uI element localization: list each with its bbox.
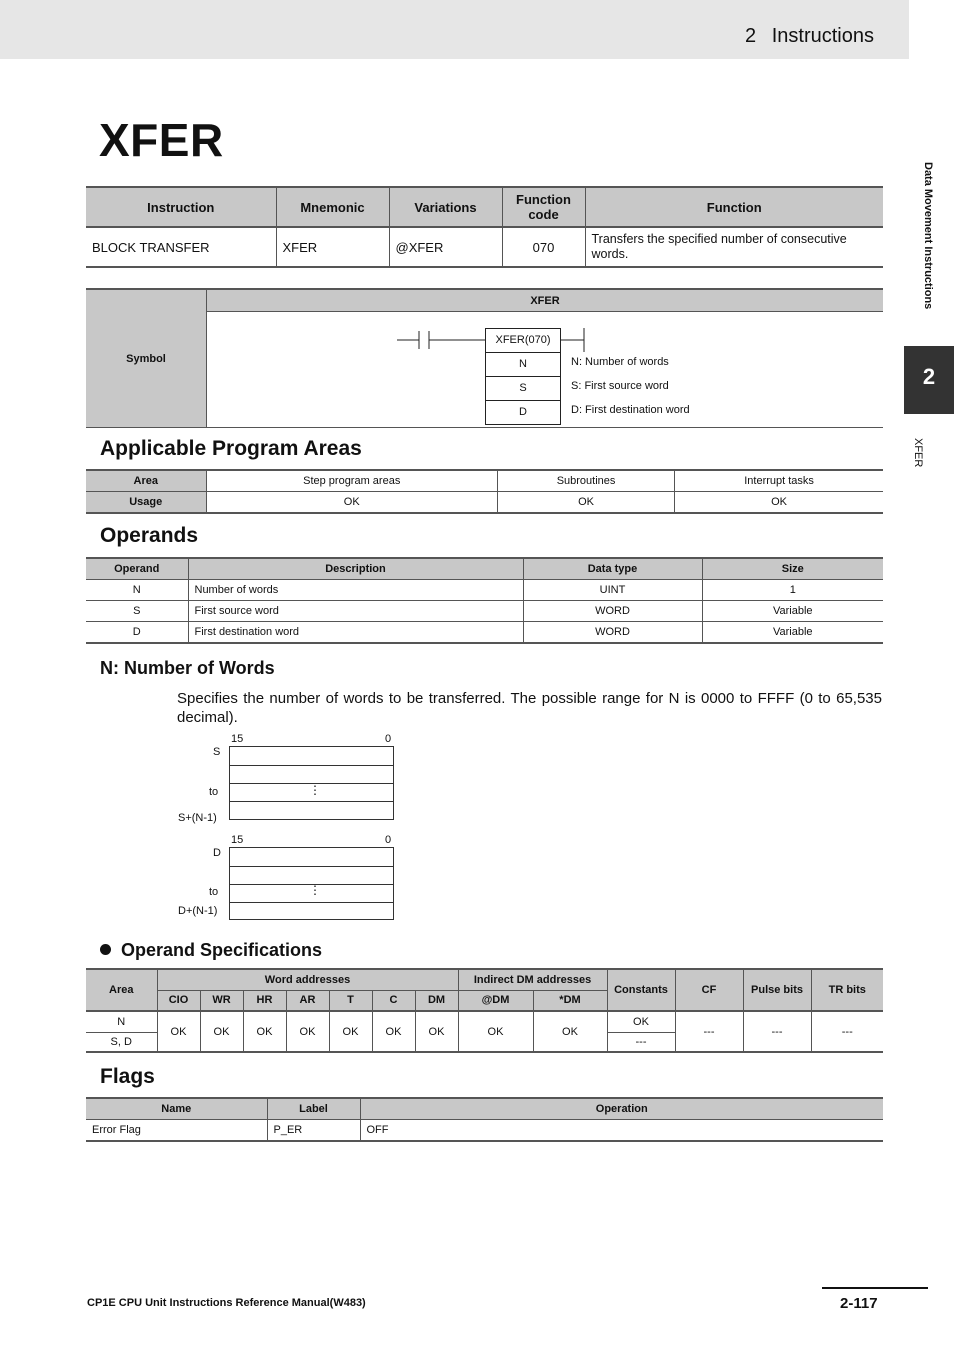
n-description: Specifies the number of words to be transferred. The possible range for N is 0000 to FFFF (0 to 65,535 decimal). (177, 690, 882, 726)
summary-header: Variations (389, 187, 502, 227)
table-row (86, 622, 883, 644)
areas-row-label: Area (86, 470, 206, 492)
operand-cell: WORD (523, 622, 702, 644)
spec-header-pulse: Pulse bits (743, 969, 811, 1011)
operand-cell: Variable (702, 622, 883, 644)
table-row (86, 227, 883, 267)
symbol-header: XFER (207, 289, 884, 312)
summary-cell: Transfers the specified number of consecutive words. (585, 227, 883, 267)
section-heading-flags: Flags (100, 1065, 155, 1088)
areas-usage: OK (497, 492, 674, 514)
bullet-icon (100, 944, 111, 955)
table-row (86, 1120, 883, 1142)
word-label-first: D (213, 847, 221, 859)
spec-value: OK (157, 1011, 200, 1052)
word-box (229, 765, 394, 784)
chapter-title: Instructions (771, 25, 874, 47)
operand-specifications-table (86, 968, 883, 1053)
bit-label-high: 15 (231, 834, 244, 846)
subsection-heading-specs (100, 940, 322, 961)
operand-cell: N (86, 580, 188, 601)
instruction-box-title: XFER(070) (495, 334, 551, 346)
operand-cell: 1 (702, 580, 883, 601)
summary-header: Function (585, 187, 883, 227)
word-box (229, 801, 394, 820)
operands-header: Data type (523, 558, 702, 580)
table-row (86, 580, 883, 601)
operand-cell: First destination word (188, 622, 523, 644)
areas-column: Step program areas (206, 470, 497, 492)
areas-usage: OK (675, 492, 883, 514)
operands-header: Operand (86, 558, 188, 580)
summary-cell: 070 (502, 227, 585, 267)
table-row (86, 1011, 883, 1032)
word-label-last: S+(N-1) (178, 812, 217, 824)
spec-subheader: CIO (157, 990, 200, 1011)
spec-constants: OK (607, 1011, 675, 1032)
side-instruction-label: XFER (912, 438, 924, 468)
spec-header-indirect: Indirect DM addresses (458, 969, 607, 990)
spec-header-word: Word addresses (157, 969, 458, 990)
word-box (229, 902, 394, 920)
word-label-last: D+(N-1) (178, 905, 218, 917)
operand-description: N: Number of words (571, 356, 669, 368)
spec-subheader: AR (286, 990, 329, 1011)
flag-cell: OFF (360, 1120, 883, 1142)
spec-header-tr: TR bits (811, 969, 883, 1011)
spec-header-cf: CF (675, 969, 743, 1011)
word-label-first: S (213, 746, 221, 758)
summary-cell: @XFER (389, 227, 502, 267)
operand-slot: N (519, 358, 527, 370)
operands-table (86, 557, 883, 644)
spec-header-area: Area (86, 969, 157, 1011)
operand-cell: Variable (702, 601, 883, 622)
spec-subheader: WR (200, 990, 243, 1011)
table-row (86, 492, 883, 514)
spec-subheader: C (372, 990, 415, 1011)
symbol-table (86, 288, 883, 428)
word-label-to: to (209, 886, 219, 898)
spec-value: OK (372, 1011, 415, 1052)
spec-subheader: DM (415, 990, 458, 1011)
summary-header: Instruction (86, 187, 276, 227)
bit-label-high: 15 (231, 733, 244, 745)
section-heading-areas: Applicable Program Areas (100, 437, 362, 460)
spec-subheader: HR (243, 990, 286, 1011)
footer-manual-title: CP1E CPU Unit Instructions Reference Manual(W483) (87, 1297, 366, 1309)
side-section-label: Data Movement Instructions (922, 162, 934, 310)
spec-cf: --- (675, 1011, 743, 1052)
word-label-to: to (209, 786, 219, 798)
operand-slot: D (519, 406, 527, 418)
spec-value: OK (329, 1011, 372, 1052)
operands-header: Description (188, 558, 523, 580)
spec-subheader: @DM (458, 990, 533, 1011)
spec-tr: --- (811, 1011, 883, 1052)
areas-usage: OK (206, 492, 497, 514)
flags-header: Name (86, 1098, 267, 1120)
section-heading-operands: Operands (100, 524, 199, 547)
spec-constants: --- (607, 1032, 675, 1052)
flags-table (86, 1097, 883, 1142)
chapter-number: 2 (745, 25, 757, 47)
operand-cell: UINT (523, 580, 702, 601)
operand-cell: First source word (188, 601, 523, 622)
ladder-symbol (207, 312, 884, 428)
spec-row-label: S, D (86, 1032, 157, 1052)
flags-header: Operation (360, 1098, 883, 1120)
page-title: XFER (99, 114, 224, 166)
symbol-label: Symbol (86, 289, 207, 428)
operand-slot: S (519, 382, 527, 394)
instruction-summary-table (86, 186, 883, 268)
summary-cell: BLOCK TRANSFER (86, 227, 276, 267)
areas-column: Interrupt tasks (675, 470, 883, 492)
ellipsis-icon: ⋮ (309, 883, 321, 897)
operand-cell: WORD (523, 601, 702, 622)
subsection-heading-n: N: Number of Words (100, 658, 275, 678)
spec-value: OK (533, 1011, 607, 1052)
spec-value: OK (458, 1011, 533, 1052)
flags-header: Label (267, 1098, 360, 1120)
spec-value: OK (286, 1011, 329, 1052)
word-box (229, 746, 394, 766)
areas-row-label: Usage (86, 492, 206, 514)
spec-subheader: T (329, 990, 372, 1011)
summary-cell: XFER (276, 227, 389, 267)
spec-value: OK (415, 1011, 458, 1052)
table-row (86, 601, 883, 622)
specs-heading-text: Operand Specifications (121, 940, 323, 960)
spec-row-label: N (86, 1011, 157, 1032)
footer-rule (822, 1287, 928, 1289)
spec-value: OK (200, 1011, 243, 1052)
word-box (229, 847, 394, 867)
ellipsis-icon: ⋮ (309, 783, 321, 797)
summary-header: Function code (502, 187, 585, 227)
spec-header-constants: Constants (607, 969, 675, 1011)
summary-header: Mnemonic (276, 187, 389, 227)
bit-label-low: 0 (385, 834, 392, 846)
operand-description: S: First source word (571, 380, 669, 392)
operand-cell: Number of words (188, 580, 523, 601)
program-areas-table (86, 469, 883, 514)
spec-value: OK (243, 1011, 286, 1052)
operand-description: D: First destination word (571, 404, 690, 416)
flag-cell: Error Flag (86, 1120, 267, 1142)
page-number: 2-117 (840, 1295, 878, 1312)
chapter-header (745, 25, 874, 48)
operand-cell: S (86, 601, 188, 622)
operand-cell: D (86, 622, 188, 644)
spec-subheader: *DM (533, 990, 607, 1011)
spec-pulse: --- (743, 1011, 811, 1052)
bit-label-low: 0 (385, 733, 392, 745)
operands-header: Size (702, 558, 883, 580)
areas-column: Subroutines (497, 470, 674, 492)
flag-cell: P_ER (267, 1120, 360, 1142)
side-chapter-tab: 2 (904, 346, 954, 414)
